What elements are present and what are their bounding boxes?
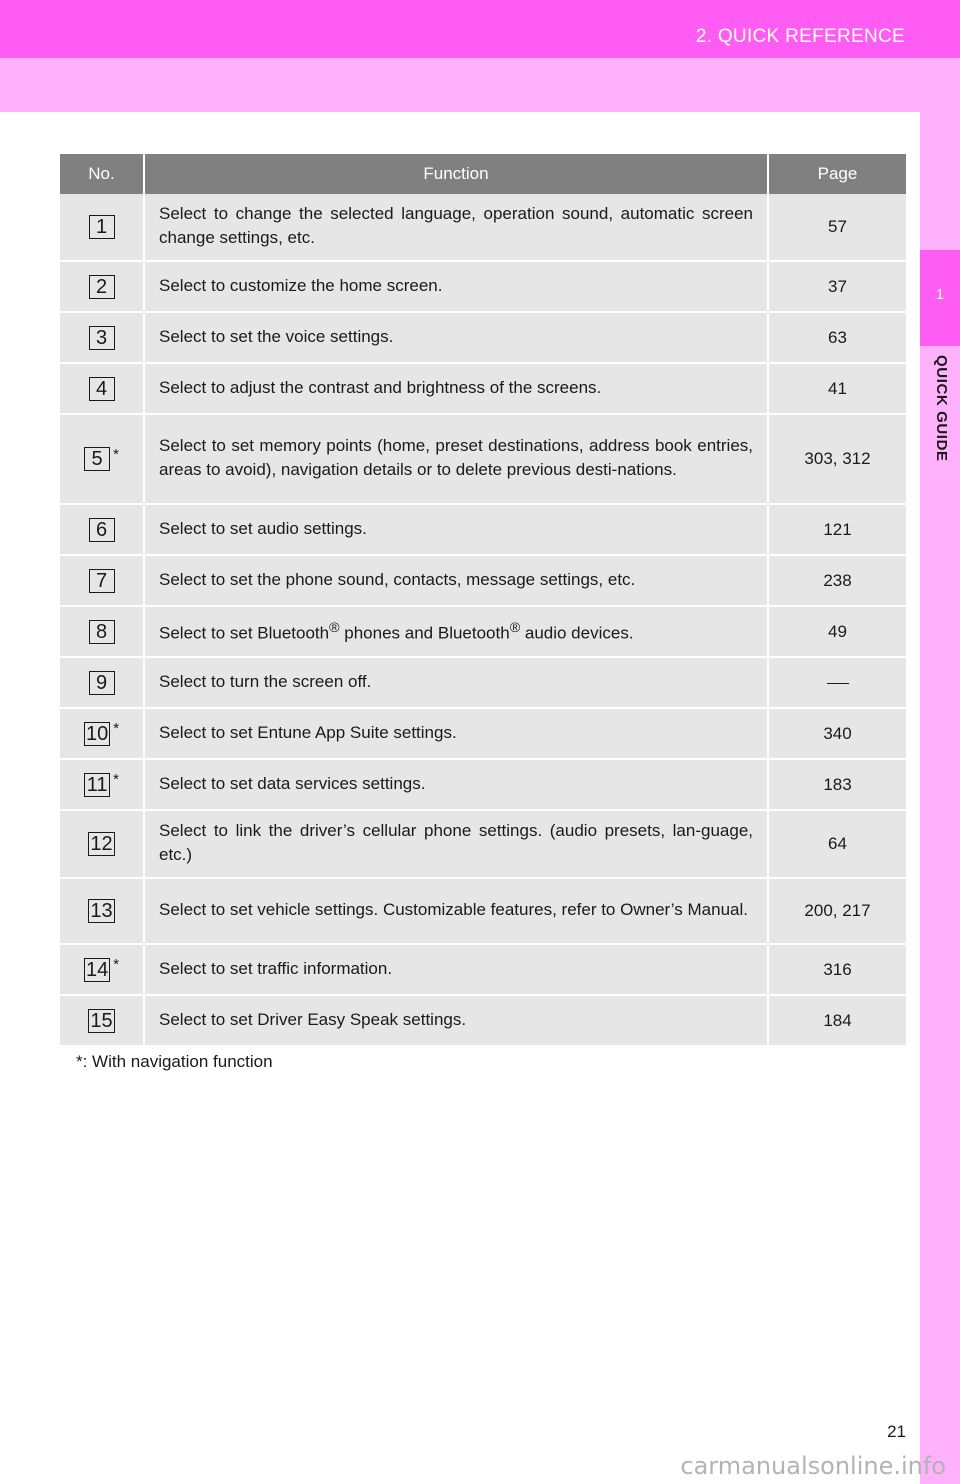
row-number-badge: 1 — [89, 215, 115, 239]
function-description — [144, 708, 768, 759]
function-text: Select to set audio settings. — [159, 518, 367, 538]
row-number-badge: 2 — [89, 275, 115, 299]
table-row — [60, 261, 906, 312]
function-description — [144, 312, 768, 363]
table-row — [60, 878, 906, 944]
navigation-only-marker: * — [113, 956, 120, 974]
function-text: Select to set Bluetooth — [159, 623, 330, 643]
chapter-label-text: QUICK GUIDE — [933, 355, 950, 462]
navigation-only-marker: * — [113, 445, 119, 463]
navigation-only-marker: * — [113, 771, 119, 789]
page-reference — [768, 312, 906, 363]
function-description — [144, 606, 768, 657]
page-reference — [768, 810, 906, 878]
function-description — [144, 555, 768, 606]
function-text: Select to set Entune App Suite settings. — [159, 722, 457, 742]
table-row — [60, 312, 906, 363]
function-text: Select to change the selected language, operation sound, automatic screen change settings, etc. — [159, 204, 753, 247]
row-number-badge: 5 — [84, 447, 110, 471]
row-number-cell — [60, 878, 144, 944]
row-number-badge: 10 — [85, 722, 109, 745]
row-number-cell — [60, 995, 144, 1046]
table-row — [60, 708, 906, 759]
function-text: Select to set vehicle settings. Customizable features, refer to Owner’s Manual. — [159, 900, 748, 919]
header-bar — [0, 0, 960, 58]
section-title: 2. QUICK REFERENCE — [695, 26, 905, 47]
table-row — [60, 194, 906, 261]
function-text: audio devices. — [520, 623, 634, 643]
column-header-function: Function — [144, 154, 768, 194]
page-reference — [768, 363, 906, 414]
row-number-badge: 14 — [85, 958, 109, 981]
row-number-badge: 13 — [90, 900, 113, 923]
page-reference — [768, 555, 906, 606]
function-description — [144, 759, 768, 810]
header-sub-bar — [0, 58, 960, 112]
row-number-badge: 15 — [90, 1009, 113, 1032]
table-row — [60, 606, 906, 657]
row-number-badge: 8 — [89, 620, 115, 644]
column-header-page: Page — [768, 154, 906, 194]
row-number-badge: 9 — [89, 671, 115, 695]
function-text: Select to set the voice settings. — [159, 326, 394, 346]
no-page-dash — [827, 683, 849, 684]
table-row — [60, 414, 906, 504]
function-text: Select to set the phone sound, contacts, message settings, etc. — [159, 569, 636, 589]
row-number-cell — [60, 261, 144, 312]
function-text: Select to adjust the contrast and brightness of the screens. — [159, 377, 602, 397]
table-row — [60, 810, 906, 878]
page-number-text: 121 — [823, 519, 852, 539]
chapter-tab[interactable] — [920, 250, 960, 346]
navigation-only-marker: * — [113, 720, 120, 738]
row-number-cell — [60, 194, 144, 261]
page-reference — [768, 261, 906, 312]
page-number-text: 184 — [823, 1010, 852, 1030]
page-number-text: 49 — [828, 621, 847, 641]
table-row — [60, 657, 906, 708]
page-number-text: 37 — [828, 276, 847, 296]
row-number-cell — [60, 810, 144, 878]
row-number-badge: 7 — [89, 569, 115, 593]
page-reference — [768, 759, 906, 810]
function-text: Select to customize the home screen. — [159, 275, 443, 295]
row-number-cell — [60, 555, 144, 606]
function-description — [144, 944, 768, 995]
function-description — [144, 363, 768, 414]
watermark: carmanualsonline.info — [680, 1452, 946, 1480]
table-row — [60, 504, 906, 555]
row-number-badge: 6 — [89, 518, 115, 542]
row-number-cell — [60, 414, 144, 504]
row-number-cell — [60, 944, 144, 995]
page-number-text: 64 — [828, 834, 847, 853]
row-number-cell — [60, 606, 144, 657]
row-number-badge: 12 — [90, 833, 113, 856]
table-row — [60, 759, 906, 810]
footnote: *: With navigation function — [76, 1052, 273, 1071]
reference-table — [60, 154, 906, 1047]
function-text: Select to link the driver’s cellular phone settings. (audio presets, lan-guage, etc.) — [159, 821, 753, 864]
table-row — [60, 555, 906, 606]
page-number-text: 303, 312 — [804, 449, 871, 468]
function-description — [144, 878, 768, 944]
chapter-number: 1 — [935, 286, 945, 303]
row-number-badge: 11 — [84, 773, 110, 797]
table-body — [60, 194, 906, 1046]
page-number-text: 238 — [823, 570, 852, 590]
page-number-text: 41 — [828, 378, 847, 398]
page-reference — [768, 606, 906, 657]
row-number-cell — [60, 363, 144, 414]
page-number-text: 183 — [823, 774, 852, 794]
function-description — [144, 657, 768, 708]
page-number: 21 — [887, 1422, 906, 1441]
page-reference — [768, 708, 906, 759]
page-reference — [768, 657, 906, 708]
row-number-cell — [60, 657, 144, 708]
row-number-cell — [60, 708, 144, 759]
page-number-text: 63 — [828, 327, 847, 347]
chapter-label — [920, 355, 960, 495]
row-number-cell — [60, 504, 144, 555]
page-reference — [768, 194, 906, 261]
table-row — [60, 944, 906, 995]
function-text: Select to set traffic information. — [159, 958, 393, 978]
table-header-row — [60, 154, 906, 194]
function-description — [144, 261, 768, 312]
page-reference — [768, 995, 906, 1046]
page-number-text: 57 — [828, 217, 847, 236]
row-number-badge: 4 — [89, 377, 115, 401]
page-reference — [768, 944, 906, 995]
page-reference — [768, 878, 906, 944]
row-number-badge: 3 — [89, 326, 115, 350]
registered-mark: ® — [509, 619, 521, 636]
row-number-cell — [60, 312, 144, 363]
page-number-text: 316 — [823, 959, 852, 979]
function-description — [144, 810, 768, 878]
page-number-text: 200, 217 — [804, 901, 871, 920]
function-text: Select to set data services settings. — [159, 773, 426, 793]
function-text: Select to turn the screen off. — [159, 671, 372, 691]
page-number-text: 340 — [823, 723, 852, 743]
function-description — [144, 194, 768, 261]
page-reference — [768, 414, 906, 504]
function-description — [144, 414, 768, 504]
table-row — [60, 995, 906, 1046]
column-header-no: No. — [60, 154, 144, 194]
row-number-cell — [60, 759, 144, 810]
registered-mark: ® — [329, 619, 340, 636]
function-text: phones and Bluetooth — [339, 623, 510, 643]
function-description — [144, 995, 768, 1046]
function-text: Select to set Driver Easy Speak settings. — [159, 1009, 467, 1029]
table-row — [60, 363, 906, 414]
function-text: Select to set memory points (home, preset destinations, address book entries, areas to avoid), navigation details or to delete previous desti-nations. — [159, 436, 753, 479]
function-description — [144, 504, 768, 555]
page-reference — [768, 504, 906, 555]
